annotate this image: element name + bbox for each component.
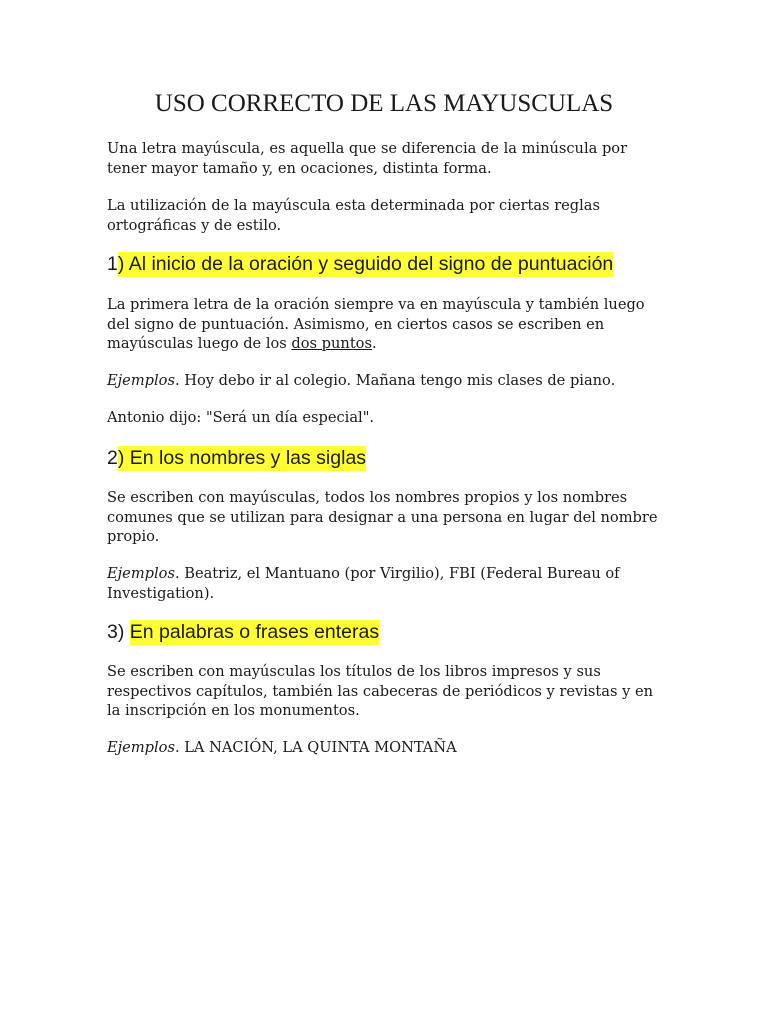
section-2-example: [107, 564, 667, 603]
section-1-example-text: . Hoy debo ir al colegio. Mañana tengo mis clases de piano.: [174, 372, 616, 389]
section-3-example-label: Ejemplos: [107, 739, 175, 756]
section-3-example-text: . LA NACIÓN, LA QUINTA MONTAÑA: [174, 739, 457, 756]
section-3-heading-text: En palabras o frases enteras: [129, 621, 380, 643]
intro-paragraph-2: La utilización de la mayúscula esta determinada por ciertas reglas ortográficas y de estilo.: [107, 197, 601, 234]
section-1-body-end: .: [371, 335, 377, 352]
section-1-example-label: Ejemplos: [107, 372, 175, 389]
section-1-number: 1: [107, 253, 118, 275]
section-2-example-label: Ejemplos: [107, 565, 175, 582]
section-3-number: 3): [107, 621, 130, 643]
section-2-heading: [107, 445, 366, 471]
section-1-body-text: La primera letra de la oración siempre va en mayúscula y también luego del signo de puntuación. Asimismo, en ciertos casos se escriben en mayúsculas luego de los: [107, 296, 645, 352]
section-3-heading: [107, 619, 379, 645]
section-1-heading: [107, 251, 613, 277]
intro-paragraph-1: Una letra mayúscula, es aquella que se diferencia de la minúscula por tener mayor tamaño y, en ocaciones, distinta forma.: [107, 140, 628, 177]
section-1-body: [107, 295, 667, 354]
section-3-body: Se escriben con mayúsculas los títulos de los libros impresos y sus respectivos capítulos, también las cabeceras de periódicos y revistas y en la inscripción en los monumentos.: [107, 663, 653, 719]
section-1-heading-text: ) Al inicio de la oración y seguido del signo de puntuación: [117, 253, 614, 275]
section-2-body: Se escriben con mayúsculas, todos los nombres propios y los nombres comunes que se utilizan para designar a una persona en lugar del nombre propio.: [107, 489, 658, 545]
page-title: USO CORRECTO DE LAS MAYUSCULAS: [154, 90, 614, 117]
section-3-example: [107, 738, 667, 758]
section-1-example: [107, 371, 667, 391]
section-2-number: 2: [107, 447, 118, 469]
section-1-extra-example: Antonio dijo: "Será un día especial".: [107, 409, 375, 426]
section-2-heading-text: ) En los nombres y las siglas: [117, 447, 367, 469]
dos-puntos-link[interactable]: dos puntos: [291, 335, 372, 352]
section-2-example-text: . Beatriz, el Mantuano (por Virgilio), FBI (Federal Bureau of Investigation).: [107, 565, 620, 602]
